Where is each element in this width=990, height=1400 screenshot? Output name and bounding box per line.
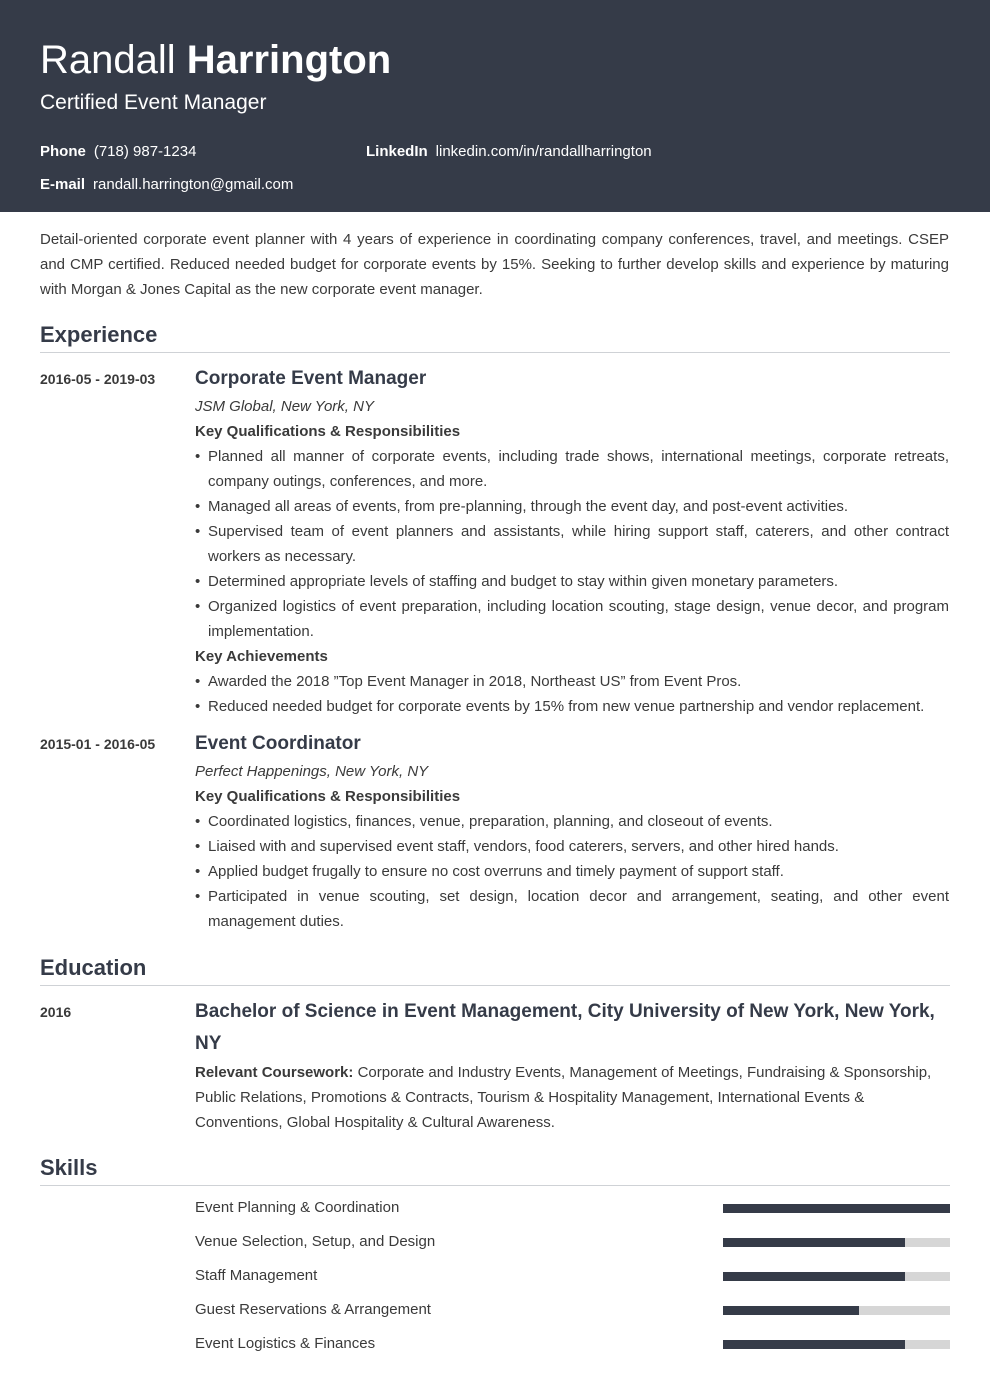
skill-row [195,1300,950,1320]
coursework-text: Corporate and Industry Events, Management of Meetings, Fundraising & Sponsorship, Public Relations, Promotions & Contracts, Tourism & Hospitality Management, International Events & Conventions, Global Hospitality & Cultural Awareness. [195,1064,932,1131]
skill-name: Venue Selection, Setup, and Design [195,1233,436,1250]
skills-heading: Skills [40,1155,98,1180]
qualifications-list [195,809,949,934]
skill-level-bar [723,1272,950,1281]
list-item: • Organized logistics of event preparation, including location scouting, stage design, venue decor, and program implementation. [195,594,949,644]
experience-divider [40,352,950,353]
list-item: • Awarded the 2018 ”Top Event Manager in 2018, Northeast US” from Event Pros. [195,669,949,694]
qualifications-heading: Key Qualifications & Responsibilities [195,423,461,440]
resume-header [0,0,990,212]
skill-row [195,1266,950,1286]
job-dates: 2016-05 - 2019-03 [40,371,156,387]
job-title: Event Coordinator [195,733,361,754]
qualifications-heading: Key Qualifications & Responsibilities [195,788,461,805]
list-item: • Managed all areas of events, from pre-planning, through the event day, and post-event activities. [195,494,949,519]
skill-name: Event Logistics & Finances [195,1335,376,1352]
job-company: Perfect Happenings, New York, NY [195,763,429,780]
experience-heading: Experience [40,322,158,347]
last-name: Harrington [186,38,392,82]
job-entry [195,365,949,719]
job-dates: 2015-01 - 2016-05 [40,736,156,752]
contact-phone [40,142,196,162]
skill-name: Guest Reservations & Arrangement [195,1301,431,1318]
candidate-name [40,37,391,83]
qualifications-list [195,444,949,644]
skill-name: Event Planning & Coordination [195,1199,400,1216]
education-entry [195,996,949,1135]
achievements-list [195,669,949,719]
skill-level-fill [723,1306,859,1315]
list-item: • Planned all manner of corporate events, including trade shows, international meetings, corporate retreats, company outings, conferences, and more. [195,444,949,494]
list-item: • Liaised with and supervised event staff, vendors, food caterers, servers, and other hired hands. [195,834,949,859]
coursework-label: Relevant Coursework: [195,1064,354,1081]
education-divider [40,985,950,986]
list-item: • Reduced needed budget for corporate events by 15% from new venue partnership and vendor replacement. [195,694,949,719]
skill-level-fill [723,1238,905,1247]
phone-value: (718) 987-1234 [93,143,197,160]
contact-linkedin [366,142,652,162]
skill-row [195,1198,950,1218]
list-item: • Determined appropriate levels of staffing and budget to stay within given monetary parameters. [195,569,949,594]
email-label: E-mail [40,176,86,193]
skill-row [195,1232,950,1252]
profile-summary: Detail-oriented corporate event planner with 4 years of experience in coordinating company conferences, travel, and meetings. CSEP and CMP certified. Reduced needed budget for corporate events by 15%. Seeking to further develop skills and experience by maturing with Morgan & Jones Capital as the new corporate event manager. [40,231,949,298]
skill-level-bar [723,1238,950,1247]
list-item: • Participated in venue scouting, set design, location decor and arrangement, seating, and other event management duties. [195,884,949,934]
skill-name: Staff Management [195,1267,318,1284]
contact-email [40,175,293,195]
education-year: 2016 [40,1004,72,1020]
degree-title: Bachelor of Science in Event Management, City University of New York, New York, NY [195,1001,935,1054]
skill-level-bar [723,1204,950,1213]
skill-level-fill [723,1204,950,1213]
education-heading: Education [40,955,147,980]
list-item: • Coordinated logistics, finances, venue, preparation, planning, and closeout of events. [195,809,949,834]
email-link[interactable]: randall.harrington@gmail.com [93,176,294,193]
skill-row [195,1334,950,1354]
skill-level-fill [723,1340,905,1349]
job-title-headline: Certified Event Manager [40,91,267,114]
list-item: • Supervised team of event planners and assistants, while hiring support staff, caterers, and other contract workers as necessary. [195,519,949,569]
skill-level-bar [723,1340,950,1349]
linkedin-label: LinkedIn [366,143,428,160]
job-company: JSM Global, New York, NY [195,398,374,415]
job-title: Corporate Event Manager [195,368,427,389]
coursework [195,1060,949,1135]
linkedin-link[interactable]: linkedin.com/in/randallharrington [435,143,652,160]
list-item: • Applied budget frugally to ensure no cost overruns and timely payment of support staff. [195,859,949,884]
phone-label: Phone [40,143,86,160]
skill-level-fill [723,1272,905,1281]
skill-level-bar [723,1306,950,1315]
skills-divider [40,1185,950,1186]
first-name: Randall [40,38,176,82]
job-entry [195,730,949,934]
achievements-heading: Key Achievements [195,648,328,665]
